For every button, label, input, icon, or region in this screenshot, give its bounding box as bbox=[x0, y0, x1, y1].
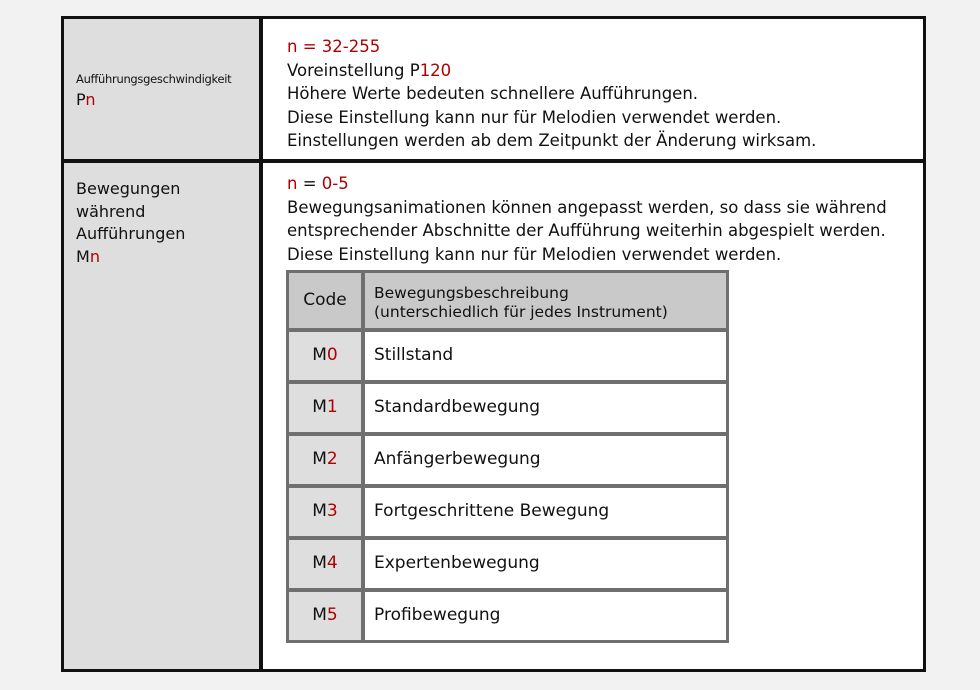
motion-range: n = 0-5 bbox=[287, 174, 349, 193]
motion-code: Mn bbox=[76, 246, 100, 266]
table-row-code: M2 bbox=[289, 436, 361, 484]
motion-label: Bewegungen während Aufführungen Mn bbox=[76, 178, 185, 268]
table-row-description: Fortgeschrittene Bewegung bbox=[365, 488, 726, 536]
table-row-code: M0 bbox=[289, 332, 361, 380]
row-divider bbox=[64, 159, 923, 163]
motion-code-table bbox=[286, 270, 729, 643]
table-header-code: Code bbox=[289, 273, 361, 328]
table-row-description: Stillstand bbox=[365, 332, 726, 380]
table-row-description: Anfängerbewegung bbox=[365, 436, 726, 484]
table-header-description: Bewegungsbeschreibung (unterschiedlich für jedes Instrument) bbox=[365, 273, 726, 328]
table-row-code: M1 bbox=[289, 384, 361, 432]
motion-label-cell bbox=[64, 163, 259, 669]
speed-label: Aufführungsgeschwindigkeit bbox=[76, 72, 232, 86]
speed-label-cell bbox=[64, 19, 259, 159]
table-row-code: M5 bbox=[289, 592, 361, 640]
speed-range: n = 32-255 bbox=[287, 37, 381, 56]
speed-code: Pn bbox=[76, 90, 96, 109]
motion-desc-line: Diese Einstellung kann nur für Melodien verwendet werden. bbox=[287, 244, 782, 264]
motion-desc-line: entsprechender Abschnitte der Aufführung weiterhin abgespielt werden. bbox=[287, 221, 886, 240]
speed-description-cell bbox=[263, 19, 923, 159]
motion-desc-line: Bewegungsanimationen können angepasst werden, so dass sie während bbox=[287, 197, 887, 217]
speed-default: Voreinstellung P120 bbox=[287, 60, 452, 80]
table-row-description: Standardbewegung bbox=[365, 384, 726, 432]
table-row-description: Profibewegung bbox=[365, 592, 726, 640]
speed-desc-line: Einstellungen werden ab dem Zeitpunkt der Änderung wirksam. bbox=[287, 131, 817, 150]
column-divider bbox=[259, 19, 263, 669]
table-row-code: M4 bbox=[289, 540, 361, 588]
table-row-description: Expertenbewegung bbox=[365, 540, 726, 588]
table-row-code: M3 bbox=[289, 488, 361, 536]
speed-desc-line: Diese Einstellung kann nur für Melodien verwendet werden. bbox=[287, 107, 782, 127]
speed-desc-line: Höhere Werte bedeuten schnellere Aufführungen. bbox=[287, 84, 699, 103]
